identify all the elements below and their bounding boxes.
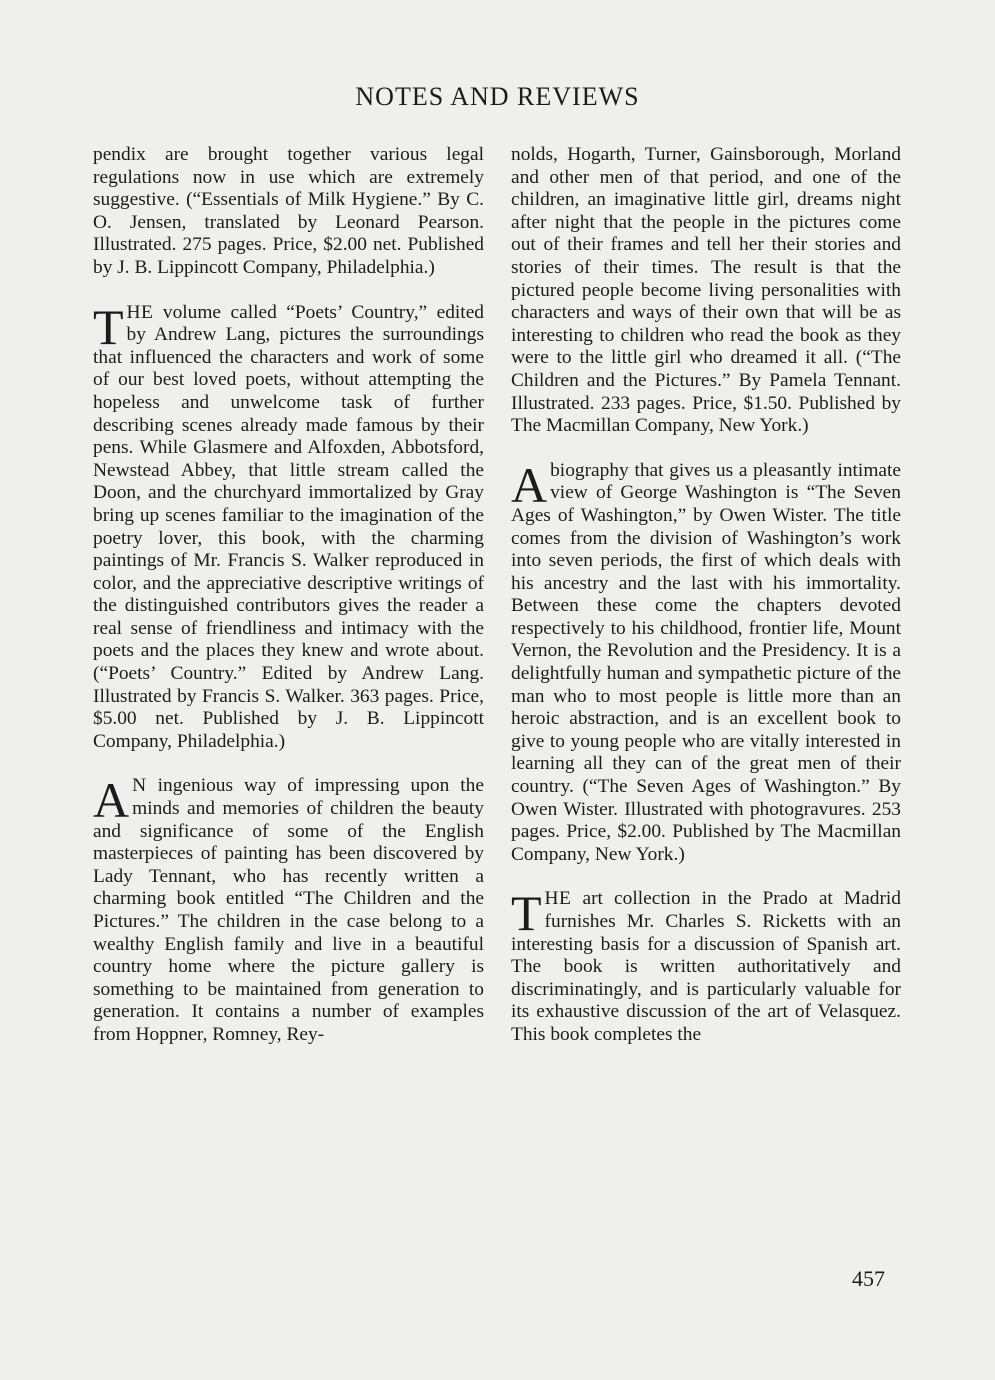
right-column [511,144,901,1047]
paragraph-body: art collection in the Prado at Madrid furnishes Mr. Charles S. Ricketts with an interesting basis for a discussion of Spanish art. The book is written authoritatively and discriminatingly, and is particularly valuable for its exhaustive discussion of the art of Velasquez. This book completes the [511,888,901,1045]
paragraph-body: biography that gives us a pleasantly intimate view of George Washington is “The Seven Ages of Washington,” by Owen Wister. The title comes from the division of Washington’s work into seven periods, the first of which deals with his ancestry and the last with his immortality. Between these come the chapters devoted respectively to his childhood, frontier life, Mount Vernon, the Revolution and the Presidency. It is a delightfully human and sympathetic picture of the man who to most people is little more than an heroic abstraction, and is an excellent book to give to young people who are vitally interested in learning all they can of the great men of their country. (“The Seven Ages of Washington.” By Owen Wister. Illustrated with photogravures. 253 pages. Price, $2.00. Published by The Macmillan Company, New York.) [511,459,901,865]
paragraph-lead: N [132,775,147,797]
drop-cap: A [511,456,548,513]
paragraph-lead: HE [126,301,154,323]
page-title: NOTES AND REVIEWS [355,82,640,111]
paragraph-milk-hygiene: pendix are brought together various legal regulations now in use which are extremely suggestive. (“Essentials of Milk Hygiene.” By C. O. Jensen, translated by Leonard Pearson. Illustrated. 275 pages. Price, $2.00 net. Published by J. B. Lippincott Company, Philadelphia.) [93,144,484,278]
drop-cap: A [93,772,130,829]
page-number: 457 [852,1266,885,1291]
left-column [93,144,484,1047]
paragraph-body: ingenious way of impressing upon the minds and memories of children the beauty and significance of some of the English masterpieces of painting has been discovered by Lady Tennant, who has recently written a charming book entitled “The Children and the Pictures.” The children in the case belong to a wealthy English family and live in a beautiful country home where the picture gallery is something to be maintained from generation to generation. It contains a number of examples from Hoppner, Romney, Rey- [93,775,484,1045]
paragraph-seven-ages [511,456,901,867]
paragraph-lead: HE [544,888,572,910]
paragraph-children-pictures-continued: nolds, Hogarth, Turner, Gainsborough, Morland and other men of that period, and one of the children, an imaginative little girl, dreams night after night that the people in the pictures come out of their frames and tell her their stories and stories of their times. The result is that the pictured people become living personalities with characters and ways of their own that will be as interesting to children who read the book as they were to the little girl who dreamed it all. (“The Children and the Pictures.” By Pamela Tennant. Illustrated. 233 pages. Price, $1.50. Published by The Macmillan Company, New York.) [511,144,901,437]
drop-cap: T [511,885,542,942]
paragraph-prado [511,885,901,1046]
paragraph-children-pictures [93,772,484,1046]
paragraph-body: volume called “Poets’ Country,” edited by Andrew Lang, pictures the surroundings that influenced the characters and work of some of our best loved poets, without attempting the hopeless and unwelcome task of further describing scenes already made famous by their pens. While Glasmere and Alfoxden, Abbotsford, Newstead Abbey, that little stream called the Doon, and the churchyard immortalized by Gray bring up scenes familiar to the imagination of the poetry lover, this book, with the charming paintings of Mr. Francis S. Walker reproduced in color, and the appreciative descriptive writings of the distinguished contributors gives the reader a real sense of friendliness and intimacy with the poets and the places they knew and wrote about. (“Poets’ Country.” Edited by Andrew Lang. Illustrated by Francis S. Walker. 363 pages. Price, $5.00 net. Published by J. B. Lippincott Company, Philadelphia.) [93,301,484,752]
drop-cap: T [93,298,124,355]
paragraph-poets-country [93,298,484,754]
